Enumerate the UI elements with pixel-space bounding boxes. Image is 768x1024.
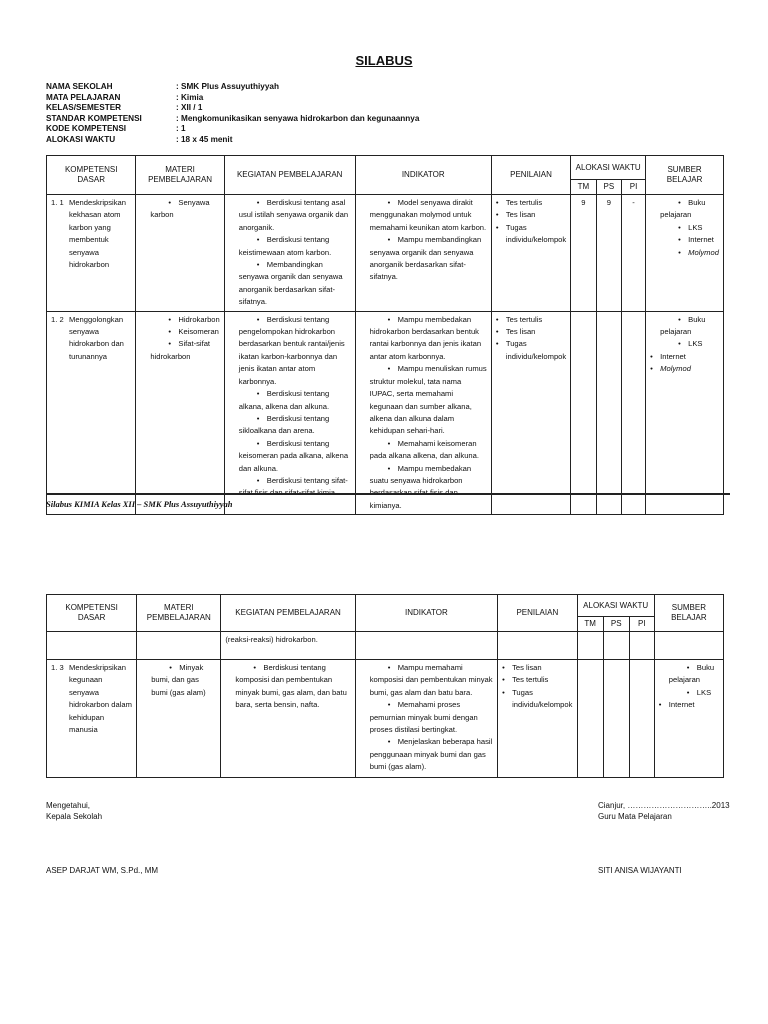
list-item: • Mampu menuliskan rumus struktur molekul, tata nama IUPAC, serta memahami kegunaan dan sumber alkana, alkena dan alkuna dalam kehidupan sehari-hari. [360, 363, 487, 437]
penilaian-cell [498, 660, 578, 778]
header-pi: PI [622, 180, 646, 195]
list-item: • Buku pelajaran [659, 662, 719, 687]
list-item: • Berdiskusi tentang sikloalkana dan arena. [229, 413, 351, 438]
table-row [47, 660, 724, 778]
sumber-cell [654, 660, 723, 778]
list-item: • LKS [650, 338, 719, 350]
ps-cell [603, 660, 629, 778]
list-item: • Keisomeran [140, 326, 219, 338]
kd-cell [47, 311, 136, 515]
list-item: • Berdiskusi tentang sifat-sifat fisis dan sifat-sifat kimia [229, 475, 351, 500]
sumber-cell [646, 311, 724, 515]
list-item: • Internet [650, 234, 719, 246]
header-indikator: INDIKATOR [355, 156, 491, 195]
header-sumber: SUMBER BELAJAR [654, 595, 723, 632]
meta-key: MATA PELAJARAN [46, 92, 121, 102]
list-item: • LKS [659, 687, 719, 699]
principal-name: ASEP DARJAT WM, S.Pd., MM [46, 866, 159, 875]
meta-value: : SMK Plus Assuyuthiyyah [176, 82, 279, 91]
list-item: • Membandingkan senyawa organik dan senyawa anorganik berdasarkan sifat-sifatnya. [229, 259, 351, 309]
list-item: • Tes lisan [496, 209, 566, 221]
list-item: • Internet [659, 699, 719, 711]
sign-left-line-2: Kepala Sekolah [46, 811, 103, 821]
meta-key: NAMA SEKOLAH [46, 82, 113, 91]
table-row [47, 195, 724, 312]
list-item: • Tes lisan [502, 662, 573, 674]
list-item: • Mampu membedakan suatu senyawa hidrokarbon berdasarkan sifat fisis dan kimianya. [360, 463, 487, 513]
header-kegiatan: KEGIATAN PEMBELAJARAN [221, 595, 355, 632]
materi-cell [136, 195, 224, 312]
list-item: • Mampu membandingkan senyawa organik dan senyawa anorganik berdasarkan sifat-sifatnya. [360, 234, 487, 284]
kd-text: Menggolongkan senyawa hidrokarbon dan turunannya [69, 314, 124, 361]
table-row [47, 311, 724, 515]
header-pi: PI [629, 617, 654, 632]
list-item: • Berdiskusi tentang keisomeran pada alkana, alkena dan alkuna. [229, 438, 351, 475]
ps-cell [596, 311, 621, 515]
page-footer: Silabus KIMIA Kelas XII – SMK Plus Assuyuthiyyah [46, 499, 233, 509]
materi-cell [137, 660, 221, 778]
meta-row [46, 114, 419, 125]
syllabus-table-page-2 [46, 594, 724, 778]
list-item: • Mampu membedakan hidrokarbon berdasarkan bentuk rantai karbonnya dan jenis ikatan antar atom karbonnya. [360, 314, 487, 364]
header-penilaian: PENILAIAN [491, 156, 570, 195]
sign-left-line-1: Mengetahui, [46, 801, 91, 810]
meta-key: KELAS/SEMESTER [46, 103, 122, 112]
list-item: • Tes tertulis [496, 197, 566, 209]
header-alokasi: ALOKASI WAKTU [577, 595, 654, 617]
kegiatan-cell [224, 311, 355, 515]
kd-text: Mendeskripsikan kekhasan atom karbon yang membentuk senyawa hidrokarbon [69, 198, 126, 270]
list-item: • Berdiskusi tentang keistimewaan atom karbon. [229, 234, 351, 259]
list-item: • Tes tertulis [502, 674, 573, 686]
list-item: • Memahami keisomeran pada alkana alkena, dan alkuna. [360, 438, 487, 463]
list-item: • Memahami proses pemurnian minyak bumi dengan proses distilasi bertingkat. [360, 699, 493, 736]
signature-left [46, 801, 102, 822]
sign-right-line-1: Cianjur, …………………………..2013 [598, 801, 730, 810]
kegiatan-cell: (reaksi-reaksi) hidrokarbon. [221, 632, 355, 660]
pi-cell [622, 311, 646, 515]
teacher-name: SITI ANISA WIJAYANTI [598, 866, 682, 875]
meta-row [46, 82, 419, 93]
list-item: • Buku pelajaran [650, 197, 719, 222]
signature-right [598, 801, 730, 822]
list-item: • Tes lisan [496, 326, 566, 338]
sumber-cell [646, 195, 724, 312]
header-kompetensi-dasar: KOMPETENSI DASAR [47, 156, 136, 195]
header-ps: PS [603, 617, 629, 632]
header-materi: MATERI PEMBELAJARAN [137, 595, 221, 632]
header-penilaian: PENILAIAN [498, 595, 578, 632]
header-tm: TM [577, 617, 603, 632]
table-row [47, 632, 724, 660]
meta-row [46, 103, 419, 114]
penilaian-cell [491, 311, 570, 515]
header-ps: PS [596, 180, 621, 195]
header-kegiatan: KEGIATAN PEMBELAJARAN [224, 156, 355, 195]
meta-value: : Mengkomunikasikan senyawa hidrokarbon dan kegunaannya [176, 113, 420, 123]
kd-number: 1. 2 [51, 314, 64, 324]
list-item: • Mampu memahami komposisi dan pembentukan minyak bumi, gas alam dan batu bara. [360, 662, 493, 699]
header-alokasi: ALOKASI WAKTU [571, 156, 646, 180]
meta-key: KODE KOMPETENSI [46, 124, 127, 133]
list-item: • Hidrokarbon [140, 314, 219, 326]
list-item: • Berdiskusi tentang alkana, alkena dan alkuna. [229, 388, 351, 413]
meta-row [46, 135, 419, 146]
list-item: • Menjelaskan beberapa hasil penggunaan minyak bumi dan gas bumi (gas alam). [360, 736, 493, 773]
indikator-cell [355, 195, 491, 312]
meta-value: : Kimia [176, 92, 204, 102]
list-item: • Tes tertulis [496, 314, 566, 326]
document-title: SILABUS [355, 53, 413, 68]
tm-cell [571, 311, 596, 515]
list-item: • Berdiskusi tentang pengelompokan hidrokarbon berdasarkan bentuk rantai/jenis ikatan karbon-karbonnya dan jenis ikatan antar atom karbonnya. [229, 314, 351, 388]
ps-cell: 9 [596, 195, 621, 312]
kegiatan-cell [224, 195, 355, 312]
footer-divider [46, 493, 730, 495]
kegiatan-cell [221, 660, 355, 778]
list-item: • Tugas individu/kelompok [496, 222, 566, 247]
list-item: • LKS [650, 222, 719, 234]
pi-cell [629, 660, 654, 778]
list-item: • Senyawa karbon [140, 197, 219, 222]
indikator-cell [355, 660, 497, 778]
meta-row [46, 93, 419, 104]
syllabus-table-page-1 [46, 155, 724, 515]
list-item: • Internet [650, 351, 719, 363]
indikator-cell [355, 311, 491, 515]
tm-cell [577, 660, 603, 778]
penilaian-cell [491, 195, 570, 312]
meta-value: : 1 [176, 124, 186, 133]
kd-text: Mendeskripsikan kegunaan senyawa hidrokarbon dalam kehidupan manusia [69, 663, 132, 735]
list-item: • Molymod [650, 363, 719, 375]
meta-key: ALOKASI WAKTU [46, 134, 116, 144]
header-sumber: SUMBER BELAJAR [646, 156, 724, 195]
header-indikator: INDIKATOR [355, 595, 497, 632]
header-kompetensi-dasar: KOMPETENSI DASAR [47, 595, 137, 632]
list-item: • Berdiskusi tentang komposisi dan pembentukan minyak bumi, gas alam, dan batu bara, serta bensin, nafta. [225, 662, 350, 712]
list-item: • Buku pelajaran [650, 314, 719, 339]
kd-cell [47, 195, 136, 312]
list-item: • Berdiskusi tentang asal usul istilah senyawa organik dan anorganik. [229, 197, 351, 234]
kd-cell [47, 660, 137, 778]
meta-row [46, 124, 419, 135]
sign-right-line-2: Guru Mata Pelajaran [598, 811, 672, 821]
header-materi: MATERI PEMBELAJARAN [136, 156, 224, 195]
meta-value: : XII / 1 [176, 103, 203, 112]
meta-value: : 18 x 45 menit [176, 134, 233, 144]
list-item: • Model senyawa dirakit menggunakan molymod untuk memahami keunikan atom karbon. [360, 197, 487, 234]
materi-cell [136, 311, 224, 515]
list-item: • Minyak bumi, dan gas bumi (gas alam) [141, 662, 216, 699]
school-info [46, 82, 419, 145]
header-tm: TM [571, 180, 596, 195]
kd-number: 1. 3 [51, 663, 64, 672]
list-item: • Sifat-sifat hidrokarbon [140, 338, 219, 363]
tm-cell: 9 [571, 195, 596, 312]
list-item: • Tugas individu/kelompok [496, 338, 566, 363]
pi-cell: - [622, 195, 646, 312]
kd-number: 1. 1 [51, 198, 64, 207]
meta-key: STANDAR KOMPETENSI [46, 113, 142, 123]
list-item: • Molymod [650, 247, 719, 259]
list-item: • Tugas individu/kelompok [502, 687, 573, 712]
